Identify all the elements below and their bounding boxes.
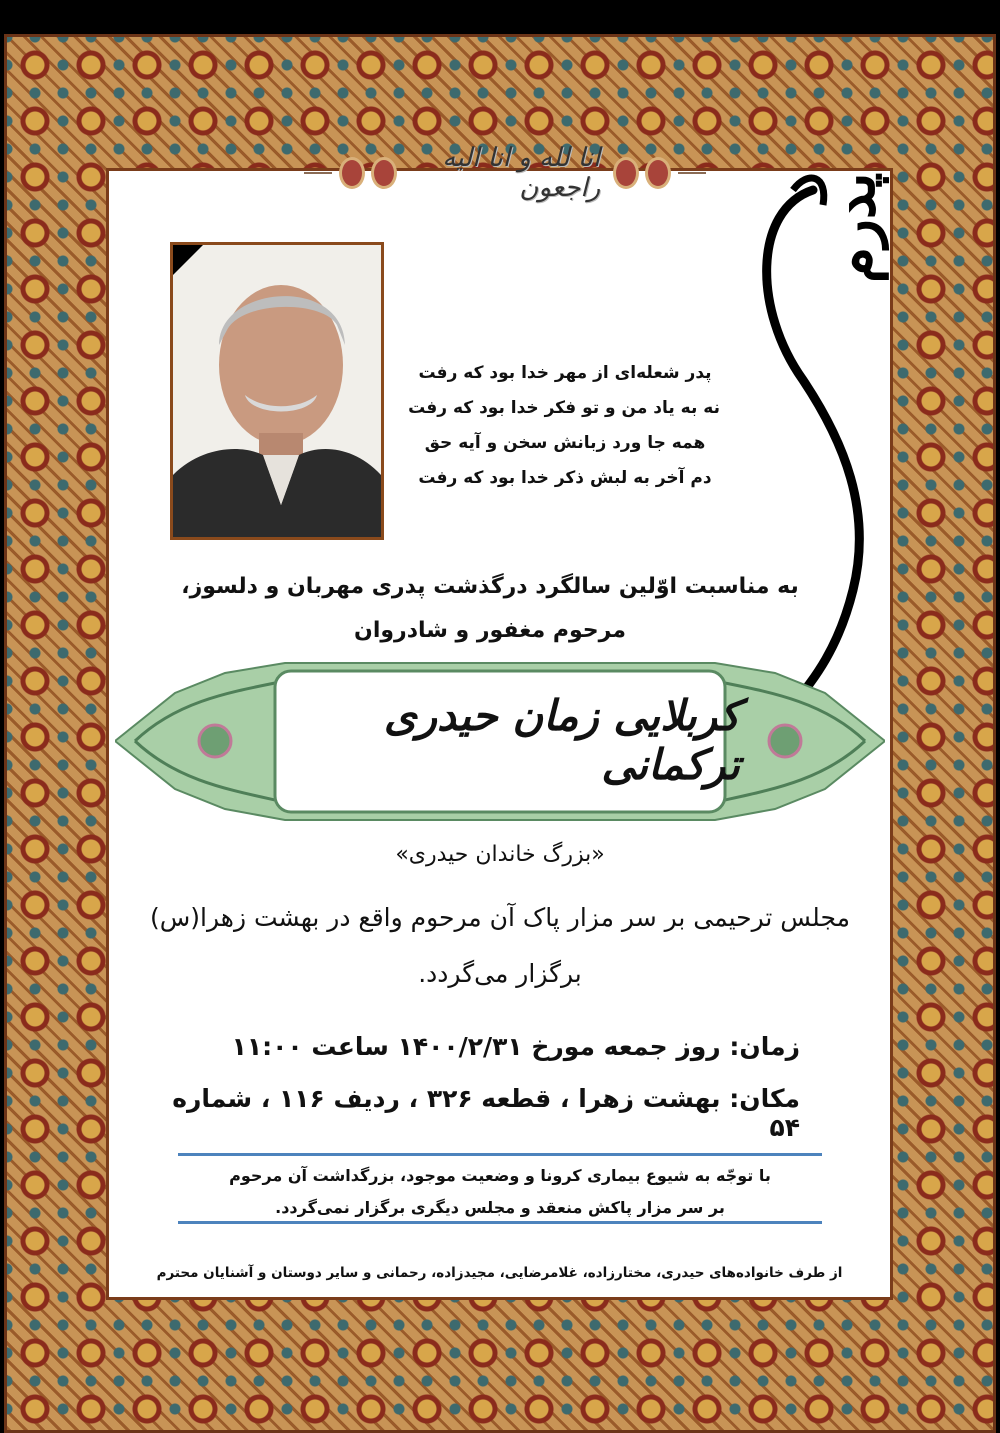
- notice-line: با توجّه به شیوع بیماری کرونا و وضعیت موجود، بزرگداشت آن مرحوم: [229, 1166, 771, 1185]
- ornament-flower-icon: [342, 160, 362, 186]
- deceased-name: کربلایی زمان حیدری ترکمانی: [383, 691, 740, 789]
- poem-line: پدر شعله‌ای از مهر خدا بود که رفت: [418, 363, 712, 383]
- poem: [410, 356, 720, 496]
- poem-line: نه به یاد من و تو فکر خدا بود که رفت: [408, 398, 720, 418]
- family-elder-title: «بزرگ خاندان حیدری»: [395, 842, 605, 867]
- verse-text: انا لله و انا الیه راجعون: [442, 143, 601, 203]
- anniversary-announcement: [150, 565, 830, 653]
- ceremony-time: زمان: روز جمعه مورخ ۱۴۰۰/۲/۳۱ ساعت ۱۱:۰۰: [231, 1032, 800, 1061]
- ceremony-line: برگزار می‌گردد.: [418, 959, 582, 988]
- notice-line: بر سر مزار پاکش منعقد و مجلس دیگری برگزار نمی‌گردد.: [275, 1198, 725, 1217]
- calligraphy-title: پدرم: [820, 172, 888, 283]
- ornament-line: [678, 172, 706, 174]
- ornament-line: [304, 172, 332, 174]
- ceremony-text: [120, 890, 880, 1002]
- divider-bottom: [178, 1221, 822, 1224]
- ornament-flower-icon: [616, 160, 636, 186]
- ornament-flower-icon: [648, 160, 668, 186]
- announcement-line: مرحوم مغفور و شادروان: [354, 618, 626, 643]
- ornament-flower-icon: [374, 160, 394, 186]
- poem-line: دم آخر به لبش ذکر خدا بود که رفت: [418, 468, 712, 488]
- ceremony-line: مجلس ترحیمی بر سر مزار پاک آن مرحوم واقع در بهشت زهرا(س): [150, 903, 850, 932]
- divider-top: [178, 1153, 822, 1156]
- covid-notice: [178, 1160, 822, 1224]
- announcement-line: به مناسبت اوّلین سالگرد درگذشت پدری مهربان و دلسوز،: [181, 574, 799, 599]
- poem-line: همه جا ورد زبانش سخن و آیه حق: [424, 433, 706, 453]
- ceremony-place: مکان: بهشت زهرا ، قطعه ۳۲۶ ، ردیف ۱۱۶ ، شماره ۵۴: [172, 1084, 800, 1142]
- families-footer: از طرف خانواده‌های حیدری، مختارزاده، غلامرضایی، مجیدزاده، رحمانی و سایر دوستان و آشنایان محترم: [156, 1265, 843, 1281]
- portrait-photo: [170, 242, 384, 540]
- verse-ornament: [300, 143, 710, 203]
- portrait-image: [173, 245, 381, 537]
